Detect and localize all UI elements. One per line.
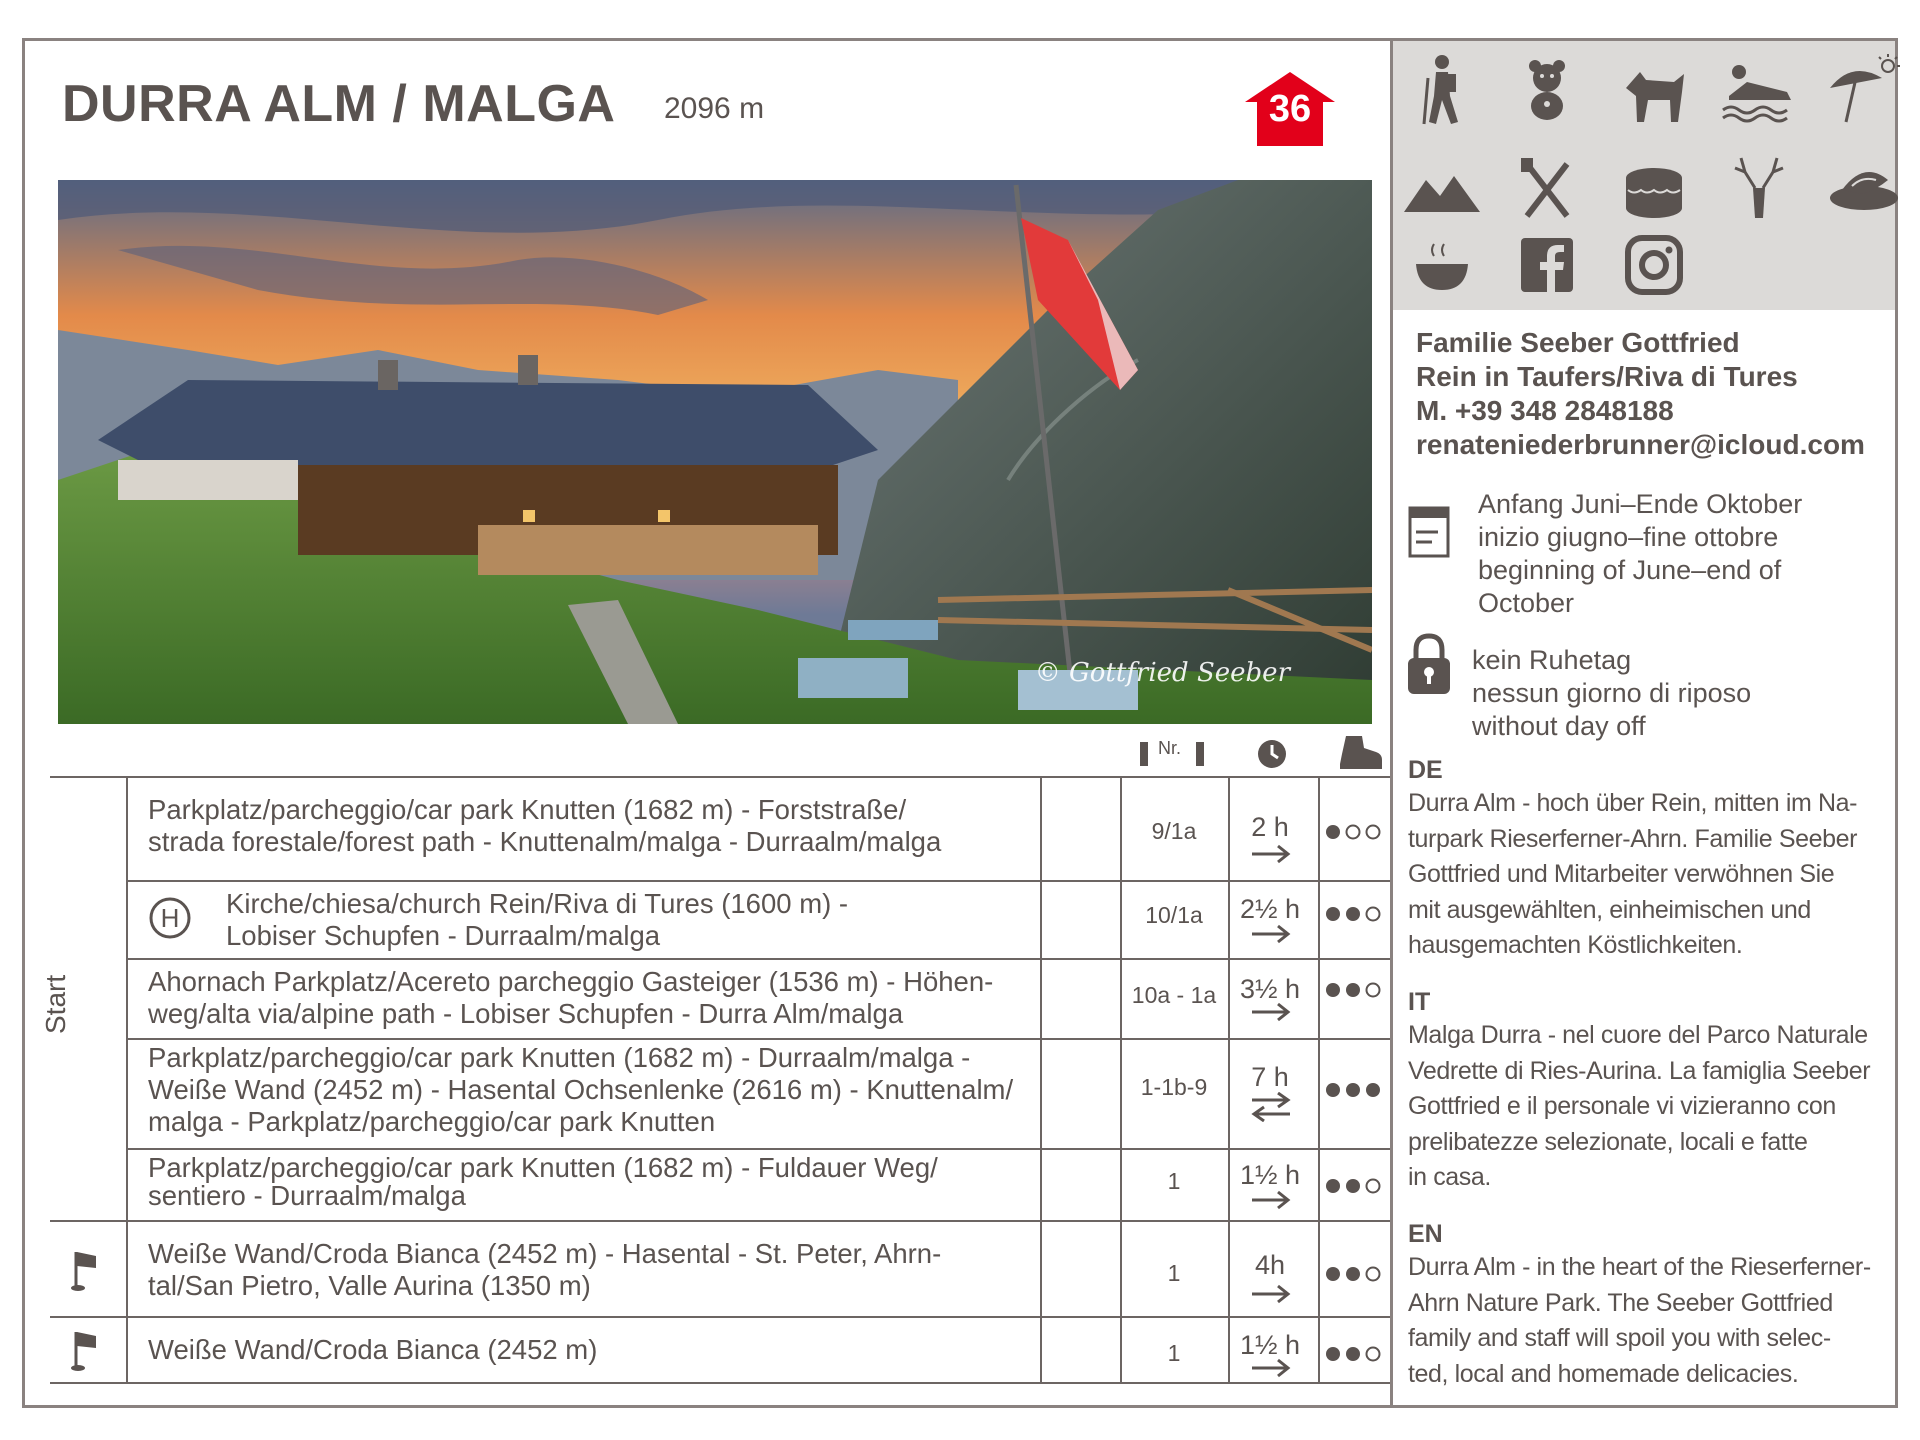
difficulty-dots [1324,980,1384,1000]
route-description [148,1154,938,1210]
difficulty-dots [1324,1264,1384,1284]
route-time: 2 h [1251,812,1289,842]
rest-day-block [1472,644,1751,743]
route-line: malga - Parkplatz/parcheggio/car park Knutten [148,1106,716,1137]
route-time: 7 h [1251,1062,1289,1092]
route-line: Kirche/chiesa/church Rein/Riva di Tures (1600 m) - [226,888,849,919]
difficulty-dots [1324,1080,1384,1100]
route-description [148,1042,1013,1138]
route-nr: 1 [1167,1260,1181,1286]
svg-text:H: H [160,903,180,933]
route-nr: 10/1a [1145,902,1203,928]
route-line: Weiße Wand/Croda Bianca (2452 m) - Hasental - St. Peter, Ahrn- [148,1238,942,1269]
description-de [1408,786,1896,964]
contact-name: Familie Seeber Gottfried [1416,327,1740,358]
route-description [148,966,993,1030]
route-line: Parkplatz/parcheggio/car park Knutten (1682 m) - Fuldauer Weg/ [148,1152,938,1183]
one-way-arrow-icon [1250,922,1292,946]
season-en-cont: October [1478,588,1575,618]
dog-icon [1612,52,1696,126]
route-description [148,1334,597,1366]
season-de: Anfang Juni–Ende Oktober [1478,489,1803,519]
round-trip-arrow-icon [1250,1092,1292,1122]
difficulty-dots [1324,822,1384,842]
lang-label-it: IT [1408,988,1431,1016]
desc-line: Durra Alm - hoch über Rein, mitten im Na- [1408,789,1858,817]
desc-line: Durra Alm - in the heart of the Rieserferner- [1408,1253,1871,1281]
hut-photo [58,180,1372,724]
route-line: Weiße Wand (2452 m) - Hasental Ochsenlenke (2616 m) - Knuttenalm/ [148,1074,1014,1105]
one-way-arrow-icon [1250,1188,1292,1212]
desc-line: Gottfried e il personale vi vizieranno con [1408,1092,1836,1120]
col-sep [126,776,128,1382]
desc-line: Malga Durra - nel cuore del Parco Naturale [1408,1021,1868,1049]
lang-label-en: EN [1408,1220,1443,1248]
rest-it: nessun giorno di riposo [1472,678,1752,708]
route-line: Lobiser Schupfen - Durraalm/malga [226,920,661,951]
route-line: tal/San Pietro, Valle Aurina (1350 m) [148,1270,591,1301]
sunbathing-icon [1717,52,1801,126]
contact-phone[interactable]: M. +39 348 2848188 [1416,395,1674,426]
route-time: 1½ h [1239,1330,1301,1360]
desc-line: mit ausgewählten, einheimischen und [1408,895,1811,924]
desc-line: Vedrette di Ries-Aurina. La famiglia Seeber [1408,1056,1871,1085]
season-it: inizio giugno–fine ottobre [1478,522,1779,552]
desc-line: Ahrn Nature Park. The Seeber Gottfried [1408,1288,1833,1317]
col-sep [1040,776,1042,1382]
desc-line: hausgemachten Köstlichkeiten. [1408,931,1743,959]
row-divider [128,1038,1390,1040]
teddy-bear-icon [1505,52,1589,126]
section-divider [50,1220,1390,1222]
rest-en: without day off [1472,711,1646,741]
route-description [148,1238,941,1302]
facebook-icon[interactable] [1505,228,1589,302]
route-line: Parkplatz/parcheggio/car park Knutten (1682 m) - Forststraße/ [148,794,907,825]
parasol-icon [1822,52,1906,126]
route-time: 4h [1254,1250,1286,1280]
route-line: strada forestale/forest path - Knuttenalm/malga - Durraalm/malga [148,826,942,857]
calendar-icon [1404,502,1454,562]
desc-line: ted, local and homemade delicacies. [1408,1359,1799,1388]
soup-icon [1400,228,1484,302]
lang-label-de: DE [1408,756,1443,784]
summit-flag-icon [70,1330,98,1372]
description-it [1408,1018,1896,1196]
row-divider [128,1148,1390,1150]
desc-line: family and staff will spoil you with selec- [1408,1324,1831,1352]
row-divider [128,958,1390,960]
difficulty-dots [1324,1176,1384,1196]
route-nr: 10a - 1a [1131,982,1217,1008]
season-en: beginning of June–end of [1478,555,1782,585]
table-top-rule [50,776,1390,778]
one-way-arrow-icon [1250,842,1292,866]
page-title: DURRA ALM / MALGA [62,75,616,133]
table-bottom-rule [50,1382,1390,1384]
pastry-icon [1822,150,1906,224]
desc-line: turpark Rieserferner-Ahrn. Familie Seeber [1408,824,1858,853]
nr-bar-right [1196,742,1204,766]
badge-number: 36 [1268,88,1312,130]
section-divider [50,1316,1390,1318]
row-divider [128,880,1390,882]
desc-line: prelibatezze selezionate, locali e fatte [1408,1127,1808,1156]
nr-bar-left [1140,742,1148,766]
route-nr: 9/1a [1151,818,1197,844]
photo-credit: © Gottfried Seeber [1034,658,1290,688]
one-way-arrow-icon [1250,1356,1292,1380]
hiking-icon [1400,52,1484,126]
description-en [1408,1250,1896,1392]
column-divider [1390,310,1393,1408]
route-line: Parkplatz/parcheggio/car park Knutten (1682 m) - Durraalm/malga - [148,1042,971,1073]
altitude: 2096 m [664,92,765,125]
route-nr: 1-1b-9 [1140,1074,1208,1100]
contact-email[interactable]: renateniederbrunner@icloud.com [1416,429,1865,460]
fork-knife-icon [1505,150,1589,224]
rest-de: kein Ruhetag [1472,645,1632,675]
mountains-icon [1400,150,1484,224]
lock-icon [1404,632,1454,696]
route-time: 3½ h [1239,974,1301,1004]
route-line: Weiße Wand/Croda Bianca (2452 m) [148,1334,598,1365]
one-way-arrow-icon [1250,1000,1292,1024]
clock-icon [1256,738,1288,770]
col-sep [1318,776,1320,1382]
season-block [1478,488,1802,620]
route-line: Ahornach Parkplatz/Acereto parcheggio Gasteiger (1536 m) - Höhen- [148,966,994,997]
difficulty-dots [1324,904,1384,924]
contact-place: Rein in Taufers/Riva di Tures [1416,361,1798,392]
contact-block [1416,326,1865,462]
one-way-arrow-icon [1250,1282,1292,1306]
difficulty-dots [1324,1344,1384,1364]
bus-stop-icon [148,896,192,940]
route-line: sentiero - Durraalm/malga [148,1180,466,1211]
route-description [148,794,941,858]
route-nr: 1 [1167,1340,1181,1366]
desc-line: Gottfried und Mitarbeiter verwöhnen Sie [1408,860,1835,888]
route-time: 1½ h [1239,1160,1301,1190]
desc-line: in casa. [1408,1163,1491,1191]
summit-flag-icon [70,1250,98,1292]
route-nr: 1 [1167,1168,1181,1194]
boot-icon [1336,734,1384,770]
deer-icon [1717,150,1801,224]
route-description [226,888,848,952]
route-line: weg/alta via/alpine path - Lobiser Schupfen - Durra Alm/malga [148,998,904,1029]
start-label: Start [40,974,71,1034]
route-time: 2½ h [1239,894,1301,924]
nr-header: Nr. [1158,738,1182,758]
cake-icon [1612,150,1696,224]
instagram-icon[interactable] [1612,228,1696,302]
landscape-image [58,180,1372,724]
